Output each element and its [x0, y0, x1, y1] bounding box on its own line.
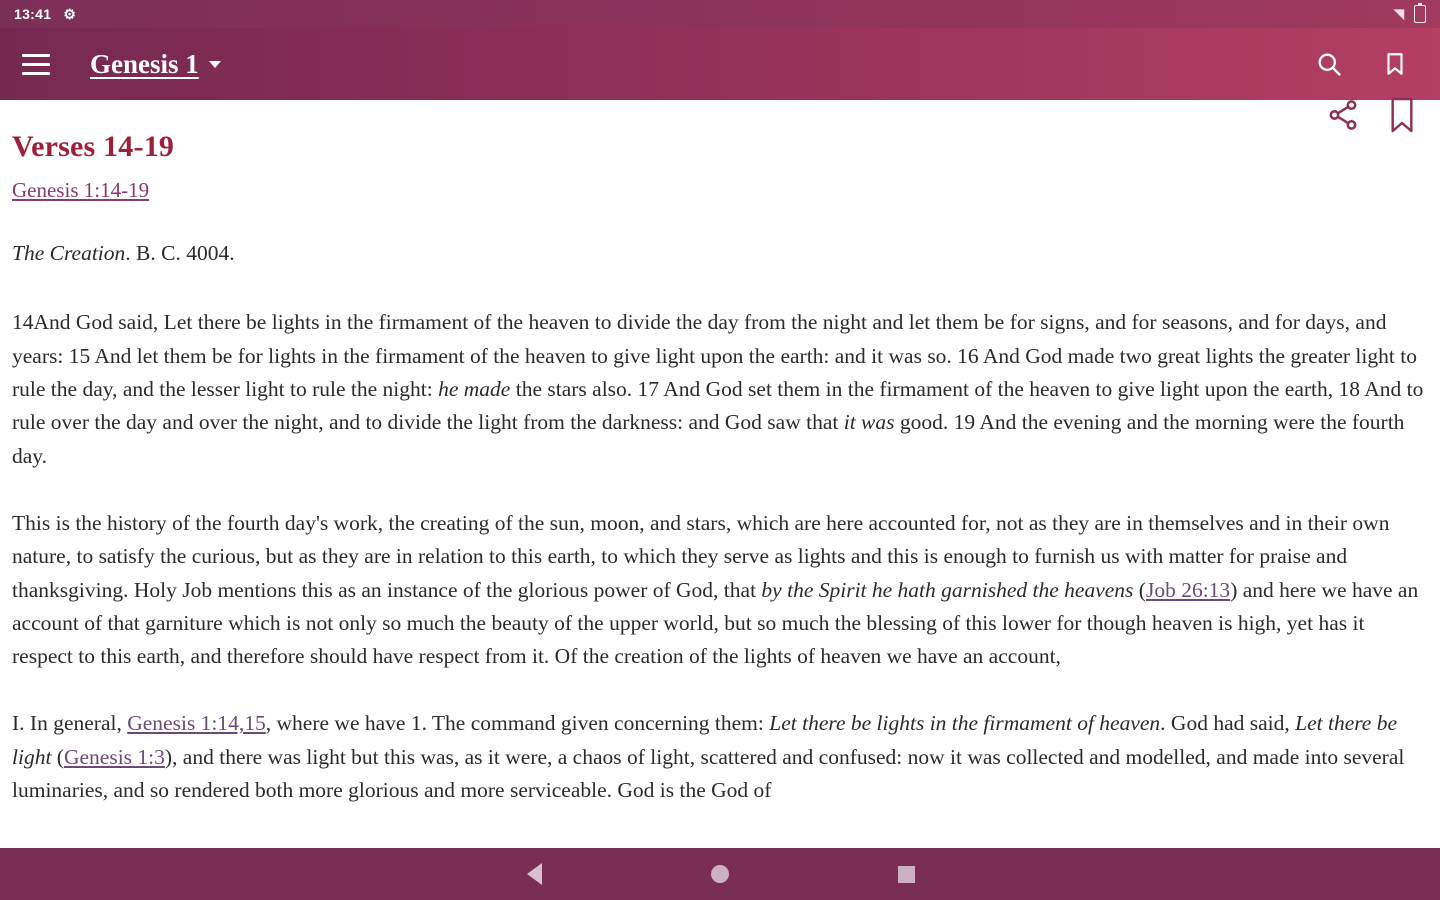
hamburger-menu-icon[interactable] [22, 51, 56, 77]
chevron-down-icon [209, 61, 221, 68]
scripture-text-a: 14And God said, Let there be lights in the firmament of the heaven to divide the day from the night and let them be for signs, and for seasons, and for days, and years: 15 And let them be for lights in the firmament of the heaven to give light upon the earth: and it was so. 16 And God made two great lights the greater light to rule the day, and the lesser light to rule the night: [12, 310, 1417, 401]
battery-icon [1414, 5, 1426, 23]
verses-heading: Verses 14-19 [12, 130, 175, 163]
subtitle-rest: . B. C. 4004. [125, 241, 235, 265]
commentary-text-g: ( [51, 744, 64, 769]
home-circle-icon[interactable] [697, 851, 743, 897]
subtitle-line [12, 237, 1428, 270]
bookmark-icon[interactable] [1372, 41, 1418, 87]
scripture-italic-2: it was [843, 410, 895, 435]
subtitle-italic: The Creation [12, 241, 126, 265]
commentary-text-e: , where we have 1. The command given concerning them: [265, 711, 770, 736]
system-navigation-bar [0, 848, 1440, 900]
commentary-italic-2: Let there be lights in the firmament of heaven [769, 711, 1161, 736]
bookmark-outline-icon[interactable] [1386, 96, 1418, 139]
recents-square-icon[interactable] [883, 851, 929, 897]
scripture-text-b: the stars also. 17 And God set them in the firmament of the heaven to give light upon the earth, 18 And to rule over the day and over the night, and to divide the light from the darkness: and God saw that [12, 376, 1424, 435]
scripture-italic-1: he made [438, 376, 511, 401]
genesis-1-3-link[interactable]: Genesis 1:3 [63, 744, 165, 769]
search-icon[interactable] [1306, 41, 1352, 87]
home-glyph [711, 865, 729, 883]
signal-icon: ◥ [1394, 6, 1404, 21]
article-content[interactable] [0, 100, 1440, 848]
commentary-text-a: This is the history of the fourth day's work, the creating of the sun, moon, and stars, which are here accounted for, not as they are in themselves and in their own nature, to satisfy the curious, but as they are in relation to this earth, to which they serve as lights and this is enough to furnish us with matter for praise and thanksgiving. Holy Job mentions this as an instance of the glorious power of God, that [12, 510, 1390, 602]
status-clock: 13:41 [14, 6, 52, 22]
page-title: Genesis 1 [90, 48, 199, 79]
scripture-paragraph [12, 306, 1428, 473]
commentary-text-c: ) and here we have an account of that garniture which is not only so much the beauty of the upper world, but so much the blessing of this lower for though heaven is high, yet has it respect to this earth, and therefore should have respect from it. Of the creation of the lights of heaven we have an account, [12, 577, 1419, 669]
commentary-text-b: ( [1133, 577, 1146, 602]
commentary-text-d: I. In general, [12, 711, 128, 736]
hamburger-bar [22, 63, 50, 66]
gear-icon: ⚙ [63, 6, 76, 22]
job-reference-link[interactable]: Job 26:13 [1145, 577, 1231, 602]
scripture-reference-link[interactable]: Genesis 1:14-19 [12, 178, 150, 202]
share-icon[interactable] [1326, 98, 1360, 137]
commentary-paragraph-1 [12, 507, 1428, 674]
hamburger-bar [22, 54, 50, 57]
genesis-1-14-15-link[interactable]: Genesis 1:14,15 [127, 711, 266, 736]
commentary-paragraph-2 [12, 707, 1428, 807]
recents-glyph [898, 866, 915, 883]
back-triangle-icon[interactable] [511, 851, 557, 897]
commentary-italic-1: by the Spirit he hath garnished the heavens [761, 577, 1134, 602]
commentary-text-f: . God had said, [1160, 711, 1296, 736]
commentary-text-h: ), and there was light but this was, as it were, a chaos of light, scattered and confused: now it was collected and modelled, and made into several luminaries, and so rendered both more glorious and more serviceable. God is the God of [12, 744, 1405, 803]
back-glyph [527, 863, 542, 885]
scripture-text-c: good. 19 And the evening and the morning were the fourth day. [12, 410, 1405, 468]
status-bar [0, 0, 1440, 28]
commentary-italic-3: Let there be light [12, 711, 1398, 769]
chapter-selector[interactable] [90, 49, 221, 80]
hamburger-bar [22, 72, 50, 75]
app-bar [0, 28, 1440, 100]
floating-actions [1326, 96, 1418, 139]
